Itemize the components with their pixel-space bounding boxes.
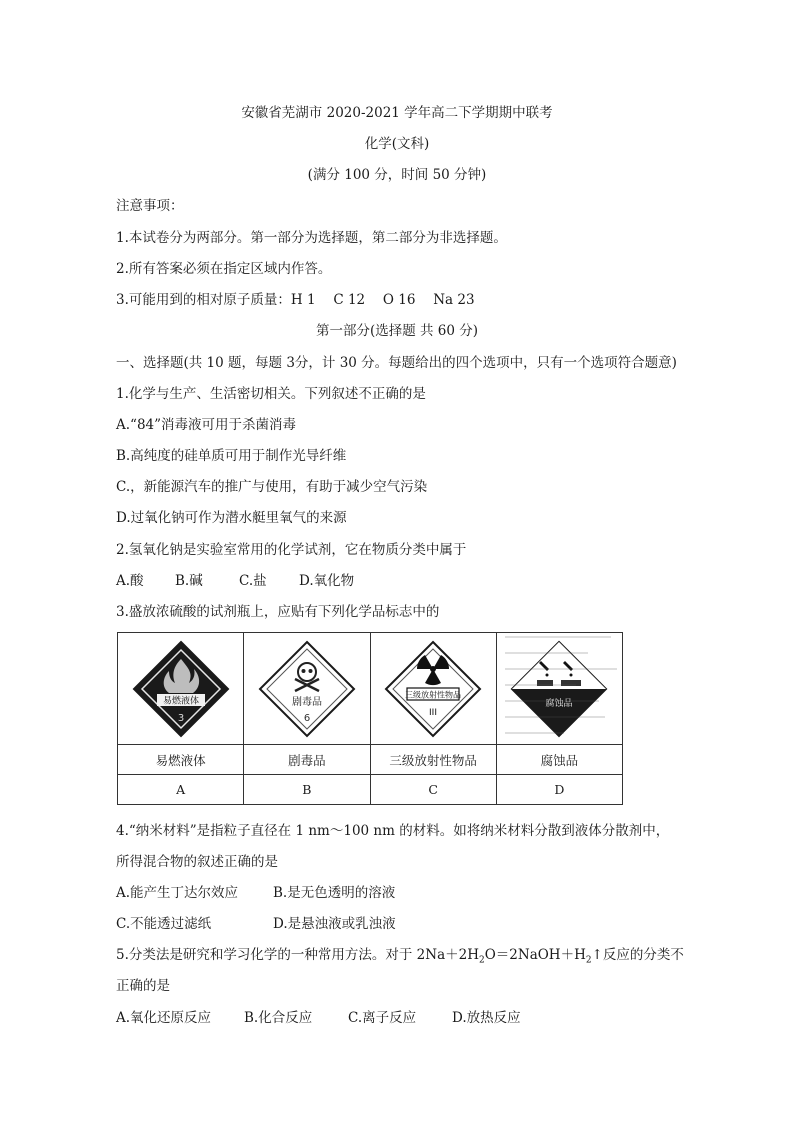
svg-text:6: 6 [303, 712, 311, 724]
question-4-option-d: D.是悬浊液或乳浊液 [273, 916, 396, 932]
radiation-icon [383, 639, 483, 739]
question-2-options [116, 572, 354, 590]
exam-subject: 化学(文科) [364, 136, 430, 152]
hazard-letter-a: A [118, 775, 244, 805]
sign-d-text: 腐蚀品 [545, 698, 573, 709]
question-2-option-d: D.氧化物 [299, 573, 355, 589]
question-2-option-b: B.碱 [175, 573, 203, 589]
question-5-options [116, 1009, 521, 1027]
hazard-name-a: 易燃液体 [118, 745, 244, 775]
question-5-option-d: D.放热反应 [452, 1010, 521, 1026]
note-item: 3.可能用到的相对原子质量：H 1 C 12 O 16 Na 23 [116, 292, 475, 308]
part-title: 第一部分(选择题 共 60 分) [315, 323, 479, 339]
question-2-stem: 2.氢氧化钠是实验室常用的化学试剂，它在物质分类中属于 [116, 542, 467, 558]
section-heading: 一、选择题(共 10 题，每题 3分，计 30 分。每题给出的四个选项中，只有一个选项符合题意) [116, 355, 677, 371]
hazard-sign-cell-c [370, 633, 496, 745]
sign-a-text: 易燃液体 [162, 696, 199, 706]
sign-b-text: 剧毒品 [291, 696, 322, 708]
hazard-name-d: 腐蚀品 [496, 745, 622, 775]
question-1-option-d: D.过氧化钠可作为潜水艇里氧气的来源 [116, 510, 347, 526]
subscript-2: 2 [585, 955, 592, 966]
question-5-stem-line-1 [116, 946, 684, 970]
question-5-option-b: B.化合反应 [244, 1010, 313, 1026]
question-5-stem-part-c: ↑反应的分类不 [591, 947, 684, 963]
hazard-sign-table [117, 632, 623, 805]
question-3-stem: 3.盛放浓硫酸的试剂瓶上，应贴有下列化学品标志中的 [116, 604, 440, 620]
question-4-option-a: A.能产生丁达尔效应 [116, 885, 239, 901]
question-4-stem-line-2: 所得混合物的叙述正确的是 [116, 854, 278, 870]
question-4-option-b: B.是无色透明的溶液 [273, 885, 396, 901]
hazard-name-b: 剧毒品 [244, 745, 370, 775]
hazard-sign-cell-d [496, 633, 622, 745]
question-5-option-c: C.离子反应 [348, 1010, 417, 1026]
hazard-letter-d: D [496, 775, 622, 805]
sign-c-text: 三级放射性物品 [405, 690, 462, 699]
exam-info: (满分 100 分，时间 50 分钟) [307, 167, 487, 183]
question-5-stem-part-b: O＝2NaOH＋H [484, 947, 586, 963]
flame-icon [131, 639, 231, 739]
sign-c-sub: III [429, 707, 438, 718]
corrosive-icon [509, 639, 609, 739]
question-4-options-row-1 [116, 884, 395, 902]
hazard-name-c: 三级放射性物品 [370, 745, 496, 775]
question-5-stem-part-a: 5.分类法是研究和学习化学的一种常用方法。对于 2Na＋2H [116, 947, 479, 963]
notes-heading: 注意事项： [116, 198, 184, 214]
question-1-option-a: A.“84”消毒液可用于杀菌消毒 [116, 417, 297, 433]
question-1-stem: 1.化学与生产、生活密切相关。下列叙述不正确的是 [116, 386, 426, 402]
note-item: 1.本试卷分为两部分。第一部分为选择题，第二部分为非选择题。 [116, 230, 507, 246]
question-2-option-c: C.盐 [239, 573, 267, 589]
hazard-sign-cell-b [244, 633, 370, 745]
exam-title: 安徽省芜湖市 2020-2021 学年高二下学期期中联考 [241, 105, 553, 121]
question-5-option-a: A.氧化还原反应 [116, 1010, 212, 1026]
svg-text:3: 3 [177, 712, 184, 724]
question-5-stem-line-2: 正确的是 [116, 978, 170, 994]
question-4-options-row-2 [116, 915, 396, 933]
note-item: 2.所有答案必须在指定区域内作答。 [116, 261, 332, 277]
question-4-stem-line-1: 4.“纳米材料”是指粒子直径在 1 nm～100 nm 的材料。如将纳米材料分散到液体分散剂中， [116, 823, 670, 839]
question-2-option-a: A.酸 [116, 573, 144, 589]
subscript-2: 2 [478, 955, 485, 966]
skull-icon [257, 639, 357, 739]
question-4-option-c: C.不能透过滤纸 [116, 916, 212, 932]
hazard-sign-cell-a [118, 633, 244, 745]
hazard-letter-b: B [244, 775, 370, 805]
question-1-option-b: B.高纯度的硅单质可用于制作光导纤维 [116, 448, 347, 464]
question-1-option-c: C.，新能源汽车的推广与使用，有助于减少空气污染 [116, 479, 428, 495]
hazard-letter-c: C [370, 775, 496, 805]
